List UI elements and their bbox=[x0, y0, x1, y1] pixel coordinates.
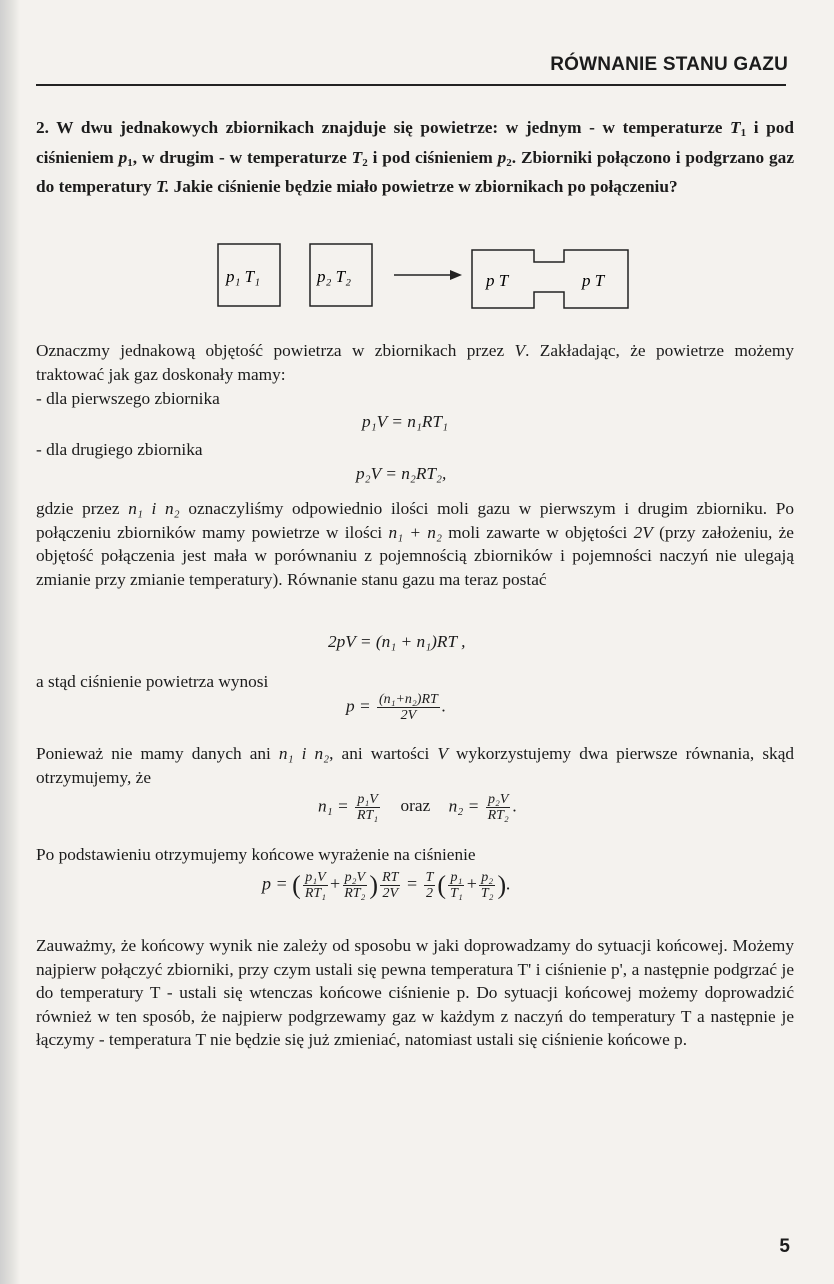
substitution-paragraph: Ponieważ nie mamy danych ani n₁ i n₂, ani wartości V wykorzystujemy dwa pierwsze równania, skąd otrzymujemy, że bbox=[36, 744, 795, 787]
header-rule bbox=[36, 84, 786, 86]
equation-2: p₂V = n₂RT₂, bbox=[356, 464, 447, 483]
closing-paragraph: Zauważmy, że końcowy wynik nie zależy od sposobu w jaki doprowadzamy do sytuacji końcowej. Możemy najpierw połączyć zbiorniki, przy czym ustali się pewna temperatura T' i ciśnienie p', a następnie podgrzać je do temperatury T - ustali się wtenczas końcowe ciśnienie p. Do sytuacji końcowej możemy doprowadzić również w ten sposób, że najpierw podgrzewamy gaz w każdym z naczyń do temperatury T a następnie je łączymy - temperatura T nie będzie się już zmieniać, natomiast ustali się ciśnienie końcowe p. bbox=[36, 936, 794, 1050]
tank-2-label: p₂ T₂ bbox=[317, 267, 352, 286]
equation-4: p = $\frac{\text{(n₁+n₂)RT}}{2V}$ . bbox=[346, 692, 447, 723]
connected-left-label: p T bbox=[486, 271, 509, 290]
second-tank-label: - dla drugiego zbiornika bbox=[36, 440, 203, 459]
equation-6: p = ( $\frac{\text{p₁V}}{\text{RT₁}}$ + $\frac{\text{p₂V}}{\text{RT₂}}$ ) $\frac{RT}{2V}$ = $\frac{T}{2}$ ( $\frac{\text{p₁}}{\text{T₁}}$ + $\frac{\text{p₂}}{\text{T₂}}$ ). bbox=[262, 870, 511, 901]
equation-3: 2pV = (n₁ + n₁)RT , bbox=[328, 632, 466, 651]
problem-statement: 2. W dwu jednakowych zbiornikach znajduje się powietrze: w jednym - w temperaturze $T_1$ i pod ciśnieniem $p_1$, w drugim - w temperaturze $T_2$ i pod ciśnieniem $p_2$. Zbiorniki połączono i podgrzano gaz do temperatury T. Jakie ciśnienie będzie miało powietrze w zbiornikach po połączeniu? bbox=[36, 118, 795, 197]
pressure-intro: a stąd ciśnienie powietrza wynosi bbox=[36, 672, 269, 691]
equation-5: n₁ = $\frac{\text{p₁V}}{\text{RT₁}}$ oraz n₂ = $\frac{\text{p₂V}}{\text{RT₂}}$ . bbox=[318, 792, 518, 823]
problem-number: 2. bbox=[36, 118, 49, 137]
equation-4-fraction: $\frac{\text{(n₁+n₂)RT}}{2V}$ bbox=[378, 692, 438, 723]
equation-1: p₁V = n₁RT₁ bbox=[362, 412, 449, 431]
tank-1-label: p₁ T₁ bbox=[226, 267, 261, 286]
page-number: 5 bbox=[779, 1236, 790, 1257]
moles-paragraph: gdzie przez n₁ i n₂ oznaczyliśmy odpowiednio ilości moli gazu w pierwszym i drugim zbiorniku. Po połączeniu zbiorników mamy powietrze w ilości n₁ + n₂ moli zawarte w objętości 2V (przy założeniu, że objętość połączenia jest mała w porównaniu z pojemnością zbiorników i pojemności naczyń nie ulegają zmianie przy zmianie temperatury). Równanie stanu gazu ma teraz postać bbox=[36, 499, 794, 589]
tank-diagram bbox=[216, 238, 636, 312]
connected-right-label: p T bbox=[582, 271, 605, 290]
book-spine-shadow bbox=[0, 0, 20, 1284]
arrow-right-icon bbox=[450, 270, 462, 280]
intro-paragraph: Oznaczmy jednakową objętość powietrza w zbiornikach przez V. Zakładając, że powietrze możemy traktować jak gaz doskonały mamy: bbox=[36, 341, 794, 384]
page-header-title: RÓWNANIE STANU GAZU bbox=[550, 54, 788, 75]
first-tank-label: - dla pierwszego zbiornika bbox=[36, 389, 220, 408]
final-expression-intro: Po podstawieniu otrzymujemy końcowe wyrażenie na ciśnienie bbox=[36, 845, 476, 864]
